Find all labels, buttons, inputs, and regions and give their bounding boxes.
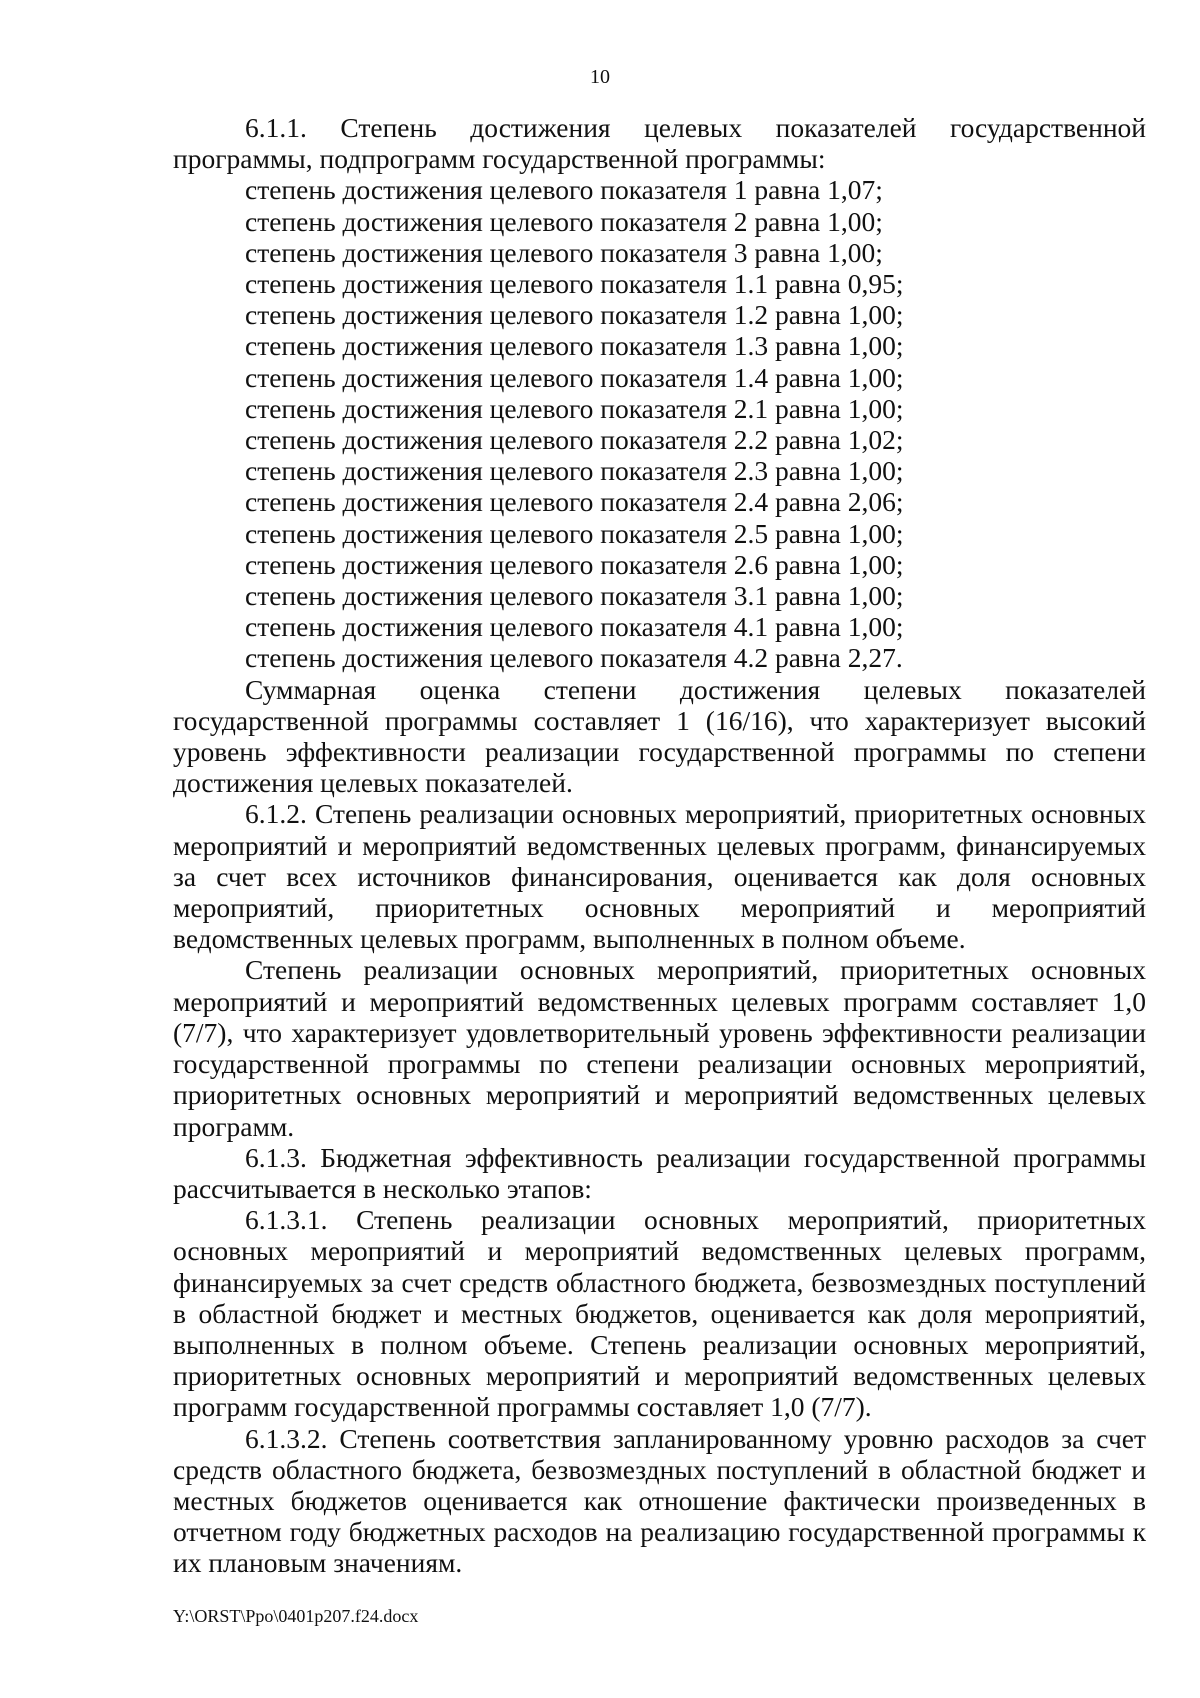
paragraph-6-1-2: 6.1.2. Степень реализации основных мероприятий, приоритетных основных мероприятий и мероприятий ведомственных целевых программ, финансируемых за счет всех источников финансирования, оценивается как доля основных мероприятий, приоритетных основных мероприятий и мероприятий ведомственных целевых программ, выполненных в полном объеме. <box>173 798 1146 955</box>
list-item: степень достижения целевого показателя 2.5 равна 1,00; <box>245 517 904 549</box>
list-item: степень достижения целевого показателя 2.1 равна 1,00; <box>245 392 904 424</box>
page-number: 10 <box>590 66 610 88</box>
list-item: степень достижения целевого показателя 3 равна 1,00; <box>245 236 883 268</box>
list-item: степень достижения целевого показателя 1.1 равна 0,95; <box>245 268 904 300</box>
paragraph-6-1-3-1: 6.1.3.1. Степень реализации основных мероприятий, приоритетных основных мероприятий и мероприятий ведомственных целевых программ, финансируемых за счет средств областного бюджета, безвозмездных поступлений в областной бюджет и местных бюджетов, оценивается как доля мероприятий, выполненных в полном объеме. Степень реализации основных мероприятий, приоритетных основных мероприятий и мероприятий ведомственных целевых программ государственной программы составляет 1,0 (7/7). <box>173 1204 1146 1423</box>
paragraph-6-1-3: 6.1.3. Бюджетная эффективность реализации государственной программы рассчитывается в несколько этапов: <box>173 1141 1146 1204</box>
paragraph-6-1-3-2: 6.1.3.2. Степень соответствия запланированному уровню расходов за счет средств областного бюджета, безвозмездных поступлений в областной бюджет и местных бюджетов оценивается как отношение фактически произведенных в отчетном году бюджетных расходов на реализацию государственной программы к их плановым значениям. <box>173 1422 1146 1579</box>
file-path-footer: Y:\ORST\Ppo\0401p207.f24.docx <box>173 1606 419 1626</box>
list-item: степень достижения целевого показателя 2 равна 1,00; <box>245 205 883 237</box>
list-item: степень достижения целевого показателя 2.2 равна 1,02; <box>245 424 904 456</box>
list-item: степень достижения целевого показателя 1.4 равна 1,00; <box>245 361 904 393</box>
list-item: степень достижения целевого показателя 3.1 равна 1,00; <box>245 580 904 612</box>
list-item: степень достижения целевого показателя 2.4 равна 2,06; <box>245 486 904 518</box>
list-item: степень достижения целевого показателя 1 равна 1,07; <box>245 174 883 206</box>
paragraph-summary: Суммарная оценка степени достижения целевых показателей государственной программы составляет 1 (16/16), что характеризует высокий уровень эффективности реализации государственной программы по степени достижения целевых показателей. <box>173 673 1146 799</box>
list-item: степень достижения целевого показателя 1.3 равна 1,00; <box>245 330 904 362</box>
paragraph-events-degree: Степень реализации основных мероприятий, приоритетных основных мероприятий и мероприятий ведомственных целевых программ составляет 1,0 (7/7), что характеризует удовлетворительный уровень эффективности реализации государственной программы по степени реализации основных мероприятий, приоритетных основных мероприятий и мероприятий ведомственных целевых программ. <box>173 954 1146 1142</box>
list-item: степень достижения целевого показателя 2.3 равна 1,00; <box>245 455 904 487</box>
list-item: степень достижения целевого показателя 1.2 равна 1,00; <box>245 299 904 331</box>
list-item: степень достижения целевого показателя 4.1 равна 1,00; <box>245 611 904 643</box>
paragraph-6-1-1: 6.1.1. Степень достижения целевых показателей государственной программы, подпрограмм государственной программы: <box>173 112 1146 175</box>
indicator-list <box>173 174 1146 673</box>
document-body <box>173 112 1146 1579</box>
list-item: степень достижения целевого показателя 2.6 равна 1,00; <box>245 548 904 580</box>
list-item: степень достижения целевого показателя 4.2 равна 2,27. <box>245 642 903 674</box>
